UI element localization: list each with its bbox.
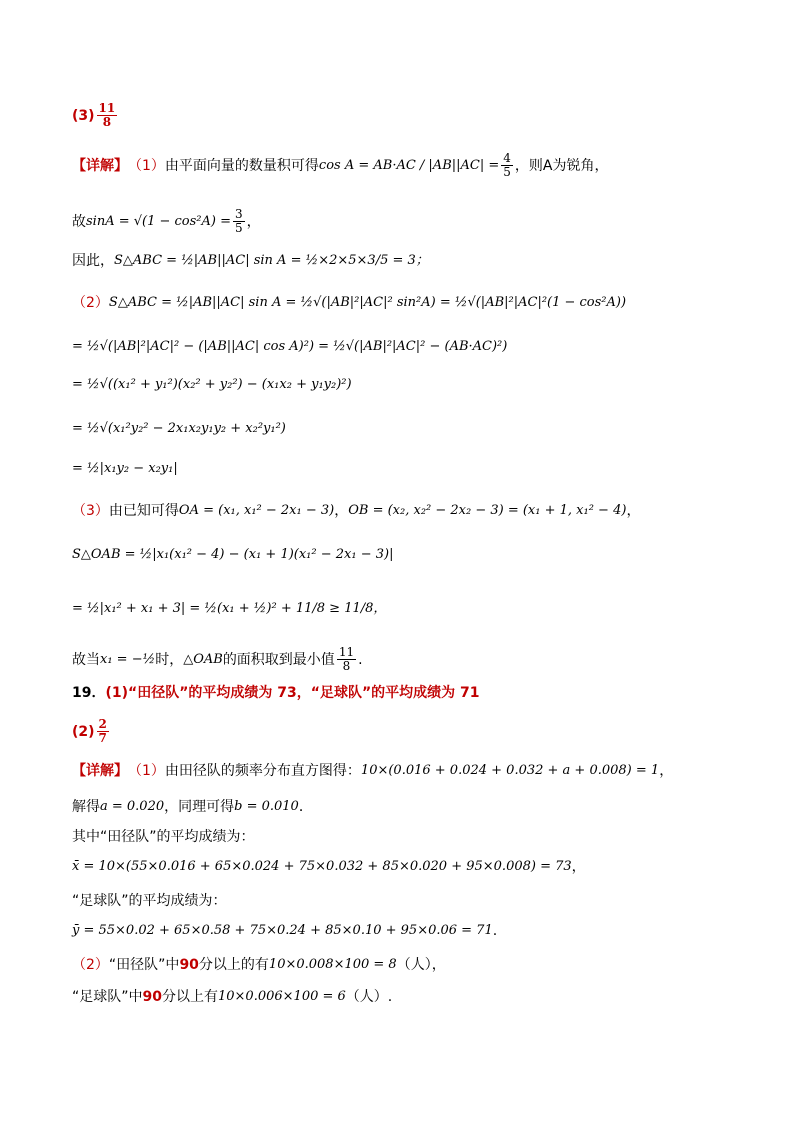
part3-line4: 故当 x₁ = −½ 时， △OAB 的面积取到最小值 $\frac{11}{8}$ .: [72, 645, 363, 673]
part2-line2: = ½√(|AB|²|AC|² − (|AB||AC| cos A)²) = ½√(|AB|²|AC|² − (AB·AC)²): [72, 339, 508, 354]
part3-line3: = ½|x₁² + x₁ + 3| = ½(x₁ + ½)² + 11/8 ≥ 11/8，: [72, 601, 387, 616]
q19-answer-1: 19． (1)“田径队”的平均成绩为 73，“足球队”的平均成绩为 71: [72, 685, 480, 701]
part2-line5: = ½|x₁y₂ − x₂y₁|: [72, 461, 178, 476]
q19-detail-part1: 【详解】 （1） 由田径队的频率分布直方图得： 10×(0.016 + 0.024 + 0.032 + a + 0.008) = 1 ，: [72, 763, 674, 779]
q19-part2-line1: （2） “田径队”中 90 分以上的有 10×0.008×100 = 8 （人），: [72, 957, 446, 973]
part3-line2: S△OAB = ½|x₁(x₁² − 4) − (x₁ + 1)(x₁² − 2x₁ − 3)|: [72, 547, 394, 562]
q19-mean1: x̄ = 10×(55×0.016 + 65×0.024 + 75×0.032 + 85×0.020 + 95×0.008) = 73 ，: [72, 859, 586, 875]
sin-a-line: 故 sinA = √(1 − cos²A) = $\frac{3}{5}$ ，: [72, 207, 261, 235]
part2-line3: = ½√((x₁² + y₁²)(x₂² + y₂²) − (x₁x₂ + y₁y₂)²): [72, 377, 352, 392]
answer-3: (3) $\frac{11}{8}$: [72, 101, 116, 129]
q19-answer-2: (2) $\frac{2}{7}$: [72, 717, 107, 745]
q19-ab-line: 解得 a = 0.020 ，同理可得 b = 0.010 ．: [72, 799, 313, 815]
fraction: $\frac{2}{7}$: [98, 717, 107, 745]
part2-line1: （2） S△ABC = ½|AB||AC| sin A = ½√(|AB|²|AC|² sin²A) = ½√(|AB|²|AC|²(1 − cos²A)): [72, 295, 627, 311]
fraction: $\frac{4}{5}$: [503, 151, 511, 179]
q19-part2-line2: “足球队”中 90 分以上有 10×0.006×100 = 6 （人）.: [72, 989, 393, 1005]
detail-part1: 【详解】 （1） 由平面向量的数量积可得 cos A = AB·AC / |AB||AC| = $\frac{4}{5}$ ，则A为锐角，: [72, 151, 609, 179]
q19-mean2: ȳ = 55×0.02 + 65×0.58 + 75×0.24 + 85×0.10 + 95×0.06 = 71 .: [72, 923, 498, 939]
fraction: $\frac{11}{8}$: [338, 645, 355, 673]
q19-mean1-label: 其中“田径队”的平均成绩为：: [72, 829, 255, 845]
area-line: 因此， S△ABC = ½|AB||AC| sin A = ½×2×5×3/5 = 3；: [72, 253, 429, 269]
fraction: $\frac{11}{8}$: [98, 101, 116, 129]
q19-mean2-label: “足球队”的平均成绩为：: [72, 893, 227, 909]
fraction: $\frac{3}{5}$: [235, 207, 243, 235]
part3-line1: （3） 由已知可得 OA = (x₁, x₁² − 2x₁ − 3) ， OB = (x₂, x₂² − 2x₂ − 3) = (x₁ + 1, x₁² − 4) ，: [72, 503, 641, 519]
part2-line4: = ½√(x₁²y₂² − 2x₁x₂y₁y₂ + x₂²y₁²): [72, 421, 286, 436]
